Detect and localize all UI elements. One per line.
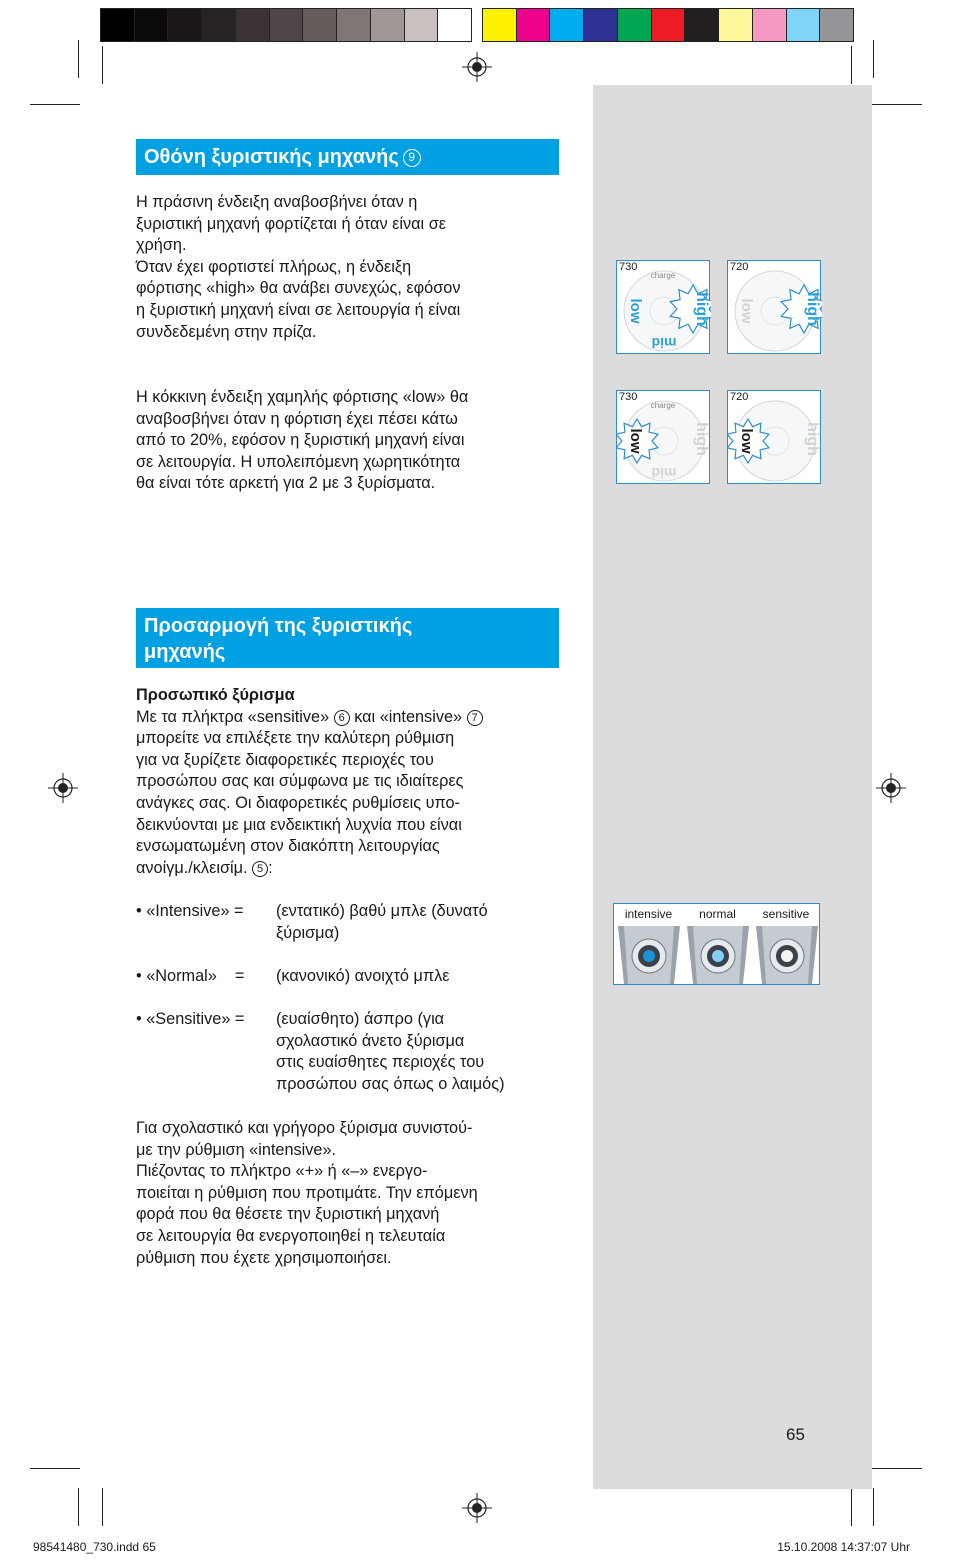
color-swatch <box>270 9 304 41</box>
intro-text: και «intensive» <box>354 707 463 726</box>
low-label: low <box>627 298 644 324</box>
registration-mark-icon <box>462 1493 492 1523</box>
text-line: προσώπου σας όπως ο λαιμός) <box>276 1074 505 1093</box>
bullet-key: • «Intensive» = <box>136 902 244 920</box>
color-swatch <box>584 9 618 41</box>
color-swatch <box>483 9 517 41</box>
footer-file-info: 98541480_730.indd 65 <box>33 1540 156 1554</box>
crop-mark <box>851 1488 852 1526</box>
grayscale-color-bar <box>100 8 472 42</box>
crop-mark <box>102 1488 103 1526</box>
switch-light-intensive-icon <box>614 904 683 984</box>
crop-mark <box>872 104 922 105</box>
color-swatch <box>303 9 337 41</box>
low-charge-paragraph <box>136 387 556 495</box>
display-720-high <box>727 260 821 354</box>
mode-label: intensive <box>624 907 673 921</box>
text-line: Η πράσινη ένδειξη αναβοσβήνει όταν η <box>136 193 418 211</box>
reference-number: 6 <box>334 710 350 726</box>
text-line: Για σχολαστικό και γρήγορο ξύρισμα συνιστού- <box>136 1119 473 1137</box>
bullet-value <box>276 966 566 988</box>
registration-mark-icon <box>48 773 78 803</box>
color-swatch <box>719 9 753 41</box>
text-line: χρήση. <box>136 236 187 255</box>
color-swatch <box>652 9 686 41</box>
reference-number: 5 <box>252 861 268 877</box>
switch-light-sensitive-icon <box>752 904 820 984</box>
high-label: high <box>693 292 710 326</box>
crop-mark <box>30 104 80 105</box>
recommendation-paragraph <box>136 1118 566 1269</box>
shave-mode-illustration <box>613 903 820 985</box>
color-swatch <box>135 9 169 41</box>
color-swatch <box>202 9 236 41</box>
text-line: αναβοσβήνει όταν η φόρτιση έχει πέσει κάτω <box>136 409 458 428</box>
text-line: ανάγκες σας. Οι διαφορετικές ρυθμίσεις υπο- <box>136 793 460 812</box>
charge-label: charge <box>650 401 676 410</box>
text-line: για να ξυρίζετε διαφορετικές περιοχές του <box>136 750 434 769</box>
text-line: σχολαστικό άνετο ξύρισμα <box>276 1031 465 1050</box>
display-730-high <box>616 260 710 354</box>
bullet-intensive <box>136 901 566 945</box>
crop-mark <box>102 46 103 84</box>
subheading: Προσωπικό ξύρισμα <box>136 686 295 704</box>
crop-mark <box>872 1468 922 1469</box>
text-line: από το 20%, εφόσον η ξυριστική μηχανή είναι <box>136 431 465 450</box>
low-label: low <box>738 298 755 324</box>
text-line: ποιείται η ρύθμιση που προτιμάτε. Την επόμενη <box>136 1183 478 1202</box>
color-swatch <box>517 9 551 41</box>
charge-display-icon <box>728 261 822 355</box>
text-line: δεικνύονται με μια ενδεικτική λυχνία που είναι <box>136 815 462 834</box>
section-title-shaver-display <box>136 139 559 175</box>
color-swatch <box>753 9 787 41</box>
registration-mark-icon <box>876 773 906 803</box>
model-number: 730 <box>619 261 638 273</box>
section-title-text: Οθόνη ξυριστικής μηχανής <box>144 146 399 168</box>
color-swatch <box>337 9 371 41</box>
color-swatch <box>438 9 471 41</box>
high-label: high <box>693 422 710 456</box>
intro-text: : <box>268 858 273 877</box>
section-title-line: μηχανής <box>144 641 226 663</box>
text-line: (ευαίσθητο) άσπρο (για <box>276 1010 445 1028</box>
text-line: ρύθμιση που έχετε χρησιμοποιήσει. <box>136 1248 392 1267</box>
crop-mark <box>873 40 874 78</box>
crop-mark <box>851 46 852 84</box>
mode-label: normal <box>699 907 736 921</box>
display-730-low <box>616 390 710 484</box>
mid-label: mid <box>651 465 677 481</box>
section-title-shaver-adjustment <box>136 608 559 668</box>
text-line: Πιέζοντας το πλήκτρο «+» ή «–» ενεργο- <box>136 1162 428 1181</box>
text-line: μπορείτε να επιλέξετε την καλύτερη ρύθμιση <box>136 729 455 748</box>
mode-sensitive <box>752 904 820 984</box>
color-swatch <box>405 9 439 41</box>
charge-display-icon <box>617 391 711 485</box>
text-line: συνδεδεμένη στην πρίζα. <box>136 322 317 341</box>
text-line: η ξυριστική μηχανή είναι σε λειτουργία ή είναι <box>136 300 461 319</box>
crop-mark <box>78 40 79 78</box>
page-number: 65 <box>786 1425 805 1444</box>
charging-indicator-paragraph <box>136 192 556 343</box>
text-line: ξυριστική μηχανή φορτίζεται ή όταν είναι σε <box>136 214 447 233</box>
color-swatch <box>685 9 719 41</box>
low-label: low <box>738 428 755 454</box>
color-swatch <box>236 9 270 41</box>
text-line: (εντατικό) βαθύ μπλε (δυνατό <box>276 902 488 920</box>
crop-mark <box>873 1488 874 1526</box>
mode-normal <box>683 904 752 984</box>
text-line: θα είναι τότε αρκετή για 2 με 3 ξυρίσματα. <box>136 474 436 493</box>
charge-display-icon <box>617 261 711 355</box>
text-line: φορά που θα θέσετε την ξυριστική μηχανή <box>136 1205 440 1224</box>
color-swatch <box>550 9 584 41</box>
bullet-key: • «Normal» = <box>136 967 245 985</box>
charge-display-icon <box>728 391 822 485</box>
text-line: ενσωματωμένη στον διακόπτη λειτουργίας <box>136 837 440 856</box>
color-swatch <box>820 9 853 41</box>
text-line: στις ευαίσθητες περιοχές του <box>276 1053 485 1072</box>
model-number: 720 <box>730 391 749 403</box>
intro-text: Με τα πλήκτρα «sensitive» <box>136 707 330 726</box>
intro-text: ανοίγμ./κλεισίμ. <box>136 858 248 877</box>
color-swatch <box>618 9 652 41</box>
personal-shave-intro <box>136 685 556 879</box>
low-label: low <box>627 428 644 454</box>
section-title-line: Προσαρμογή της ξυριστικής <box>144 615 413 637</box>
color-swatch <box>168 9 202 41</box>
high-label: high <box>804 292 821 326</box>
reference-number: 7 <box>467 710 483 726</box>
color-swatch <box>371 9 405 41</box>
registration-mark-icon <box>462 52 492 82</box>
text-line: προσώπου σας και σύμφωνα με τις ιδιαίτερες <box>136 772 464 791</box>
cmyk-color-bar <box>482 8 854 42</box>
switch-light-normal-icon <box>683 904 752 984</box>
text-line: φόρτισης «high» θα ανάβει συνεχώς, εφόσον <box>136 279 461 298</box>
display-720-low <box>727 390 821 484</box>
text-line: σε λειτουργία θα ενεργοποιηθεί η τελευταία <box>136 1226 446 1245</box>
text-line: ξύρισμα) <box>276 923 340 942</box>
text-line: Όταν έχει φορτιστεί πλήρως, η ένδειξη <box>136 257 412 276</box>
text-line: Η κόκκινη ένδειξη χαμηλής φόρτισης «low» θα <box>136 388 469 406</box>
crop-mark <box>78 1488 79 1526</box>
reference-number: 9 <box>403 149 421 167</box>
bullet-key: • «Sensitive» = <box>136 1010 245 1028</box>
charge-label: charge <box>650 271 676 280</box>
bullet-sensitive <box>136 1009 566 1097</box>
bullet-value <box>276 901 566 944</box>
model-number: 720 <box>730 261 749 273</box>
mode-intensive <box>614 904 683 984</box>
bullet-normal <box>136 966 566 988</box>
mid-label: mid <box>651 335 677 351</box>
mode-label: sensitive <box>762 907 810 921</box>
model-number: 730 <box>619 391 638 403</box>
footer-timestamp: 15.10.2008 14:37:07 Uhr <box>777 1540 910 1554</box>
high-label: high <box>804 422 821 456</box>
text-line: (κανονικό) ανοιχτό μπλε <box>276 967 450 985</box>
text-line: σε λειτουργία. Η υπολειπόμενη χωρητικότητα <box>136 452 461 471</box>
text-line: με την ρύθμιση «intensive». <box>136 1140 337 1159</box>
color-swatch <box>787 9 821 41</box>
bullet-value <box>276 1009 566 1095</box>
crop-mark <box>30 1468 80 1469</box>
color-swatch <box>101 9 135 41</box>
